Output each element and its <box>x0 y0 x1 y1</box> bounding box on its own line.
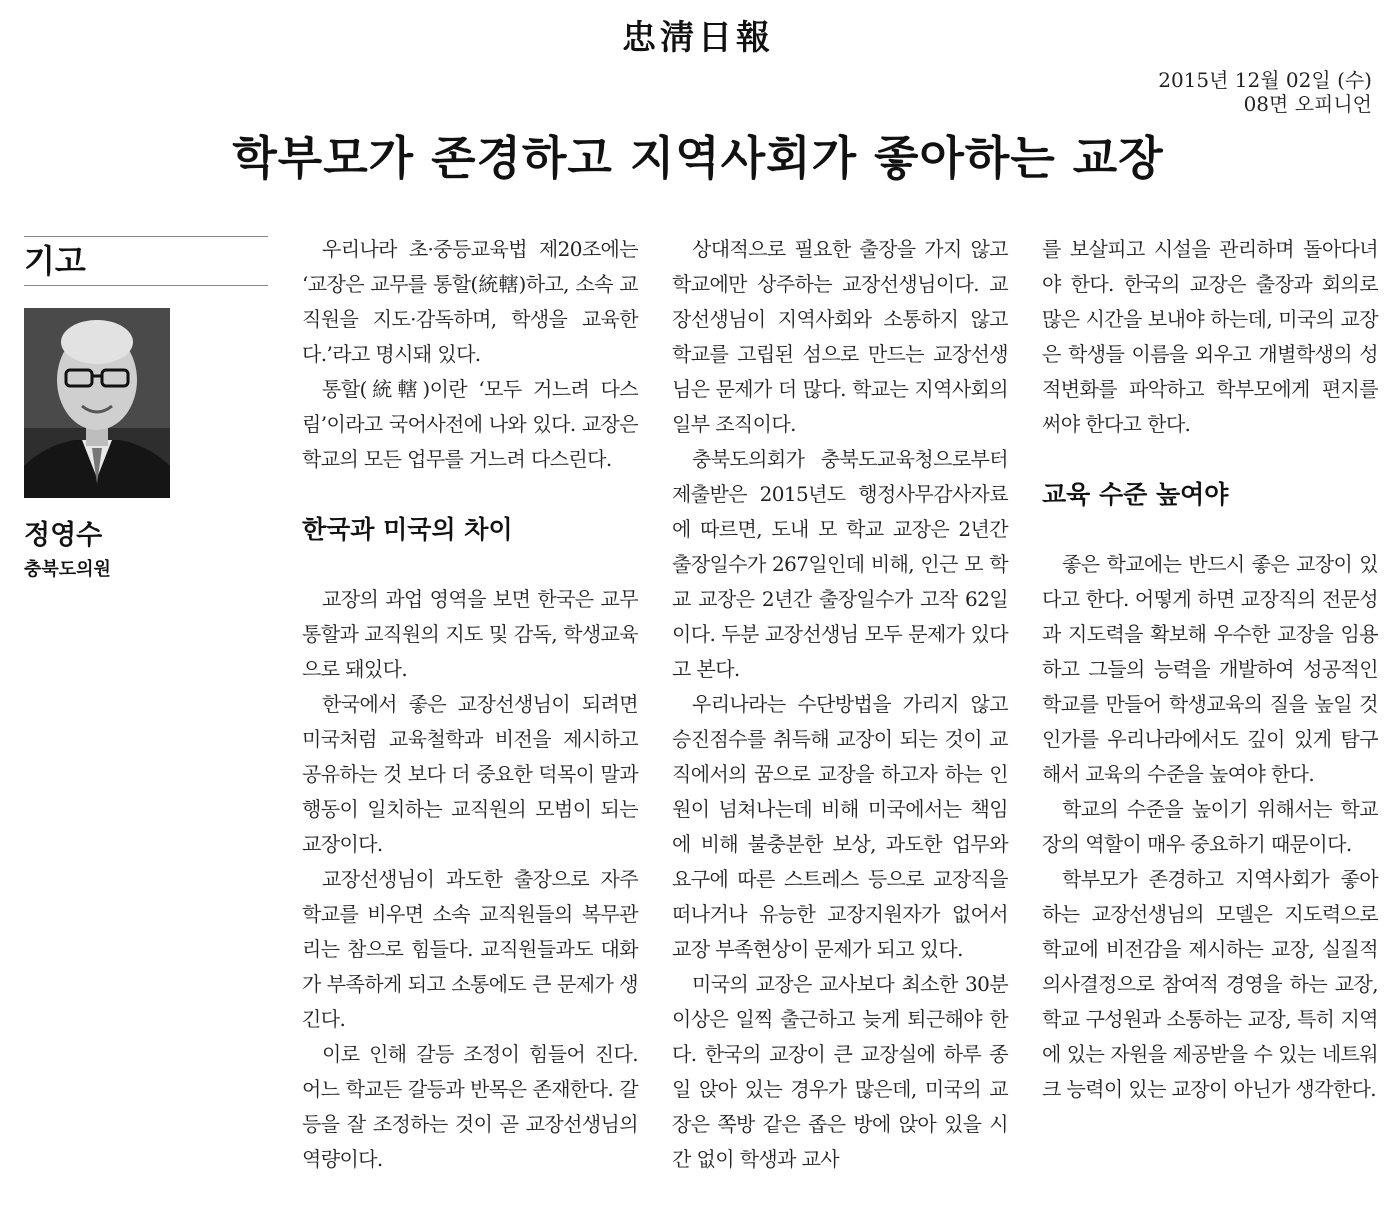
paragraph: 학교의 수준을 높이기 위해서는 학교장의 역할이 매우 중요하기 때문이다. <box>1042 797 1378 856</box>
article-column-1 <box>302 232 638 1177</box>
author-sidebar <box>24 236 268 582</box>
article-headline: 학부모가 존경하고 지역사회가 좋아하는 교장 <box>232 131 1164 185</box>
dateline <box>1158 68 1372 116</box>
sidebar-bottom-rule <box>24 285 268 286</box>
paragraph: 이로 인해 갈등 조정이 힘들어 진다. 어느 학교든 갈등과 반목은 존재한다. 갈등을 잘 조정하는 것이 곧 교장선생님의 역량이다. <box>302 1042 638 1171</box>
section-tag: 기고 <box>24 242 86 280</box>
newspaper-masthead: 忠淸日報 <box>622 18 774 58</box>
article-column-2 <box>672 232 1008 1177</box>
paragraph: 상대적으로 필요한 출장을 가지 않고 학교에만 상주하는 교장선생님이다. 교장선생님이 지역사회와 소통하지 않고 학교를 고립된 섬으로 만드는 교장선생님은 문제가 더 많다. 학교는 지역사회의 일부 조직이다. <box>672 237 1008 436</box>
page-section: 08면 오피니언 <box>1243 92 1372 116</box>
subheading: 교육 수준 높여야 <box>1042 480 1229 509</box>
paragraph: 통할(統轄)이란 ‘모두 거느려 다스림’이라고 국어사전에 나와 있다. 교장은 학교의 모든 업무를 거느려 다스린다. <box>302 377 638 471</box>
article-column-3 <box>1042 232 1378 1107</box>
paragraph: 좋은 학교에는 반드시 좋은 교장이 있다고 한다. 어떻게 하면 교장직의 전문성과 지도력을 확보해 우수한 교장을 임용하고 그들의 능력을 개발하여 성공적인 학교를 만들어 학생교육의 질을 높일 것인가를 우리나라에서도 깊이 있게 탐구해서 교육의 수준을 높여야 한다. <box>1042 552 1378 786</box>
paragraph: 를 보살피고 시설을 관리하며 돌아다녀야 한다. 한국의 교장은 출장과 회의로 많은 시간을 보내야 하는데, 미국의 교장은 학생들 이름을 외우고 개별학생의 성적변화를 파악하고 학부모에게 편지를 써야 한다고 한다. <box>1042 237 1378 436</box>
author-name: 정영수 <box>24 520 103 551</box>
paragraph: 교장의 과업 영역을 보면 한국은 교무통할과 교직원의 지도 및 감독, 학생교육으로 돼있다. <box>302 587 638 681</box>
paragraph: 교장선생님이 과도한 출장으로 자주 학교를 비우면 소속 교직원들의 복무관리는 참으로 힘들다. 교직원들과도 대화가 부족하게 되고 소통에도 큰 문제가 생긴다. <box>302 867 638 1031</box>
paragraph: 미국의 교장은 교사보다 최소한 30분 이상은 일찍 출근하고 늦게 퇴근해야 한다. 한국의 교장이 큰 교장실에 하루 종일 앉아 있는 경우가 많은데, 미국의 교장은 쪽방 같은 좁은 방에 앉아 있을 시간 없이 학생과 교사 <box>672 972 1008 1171</box>
paragraph: 우리나라 초·중등교육법 제20조에는 ‘교장은 교무를 통할(統轄)하고, 소속 교직원을 지도·감독하며, 학생을 교육한다.’라고 명시돼 있다. <box>302 237 638 366</box>
subheading: 한국과 미국의 차이 <box>302 515 513 544</box>
paragraph: 우리나라는 수단방법을 가리지 않고 승진점수를 취득해 교장이 되는 것이 교직에서의 꿈으로 교장을 하고자 하는 인원이 넘쳐나는데 비해 미국에서는 책임에 비해 불충분한 보상, 과도한 업무와 요구에 따른 스트레스 등으로 교장직을 떠나거나 유능한 교장지원자가 없어서 교장 부족현상이 문제가 되고 있다. <box>672 692 1008 961</box>
author-portrait-icon <box>24 308 170 498</box>
paragraph: 충북도의회가 충북도교육청으로부터 제출받은 2015년도 행정사무감사자료에 따르면, 도내 모 학교 교장은 2년간 출장일수가 267일인데 비해, 인근 모 학교 교장은 2년간 출장일수가 고작 62일이다. 두분 교장선생님 모두 문제가 있다고 본다. <box>672 447 1008 681</box>
paragraph: 학부모가 존경하고 지역사회가 좋아하는 교장선생님의 모델은 지도력으로 학교에 비전감을 제시하는 교장, 실질적 의사결정으로 참여적 경영을 하는 교장, 학교 구성원과 소통하는 교장, 특히 지역에 있는 자원을 제공받을 수 있는 네트워크 능력이 있는 교장이 아닌가 생각한다. <box>1042 867 1378 1101</box>
publication-date: 2015년 12월 02일 (수) <box>1158 68 1372 92</box>
author-title: 충북도의원 <box>24 559 111 580</box>
author-photo <box>24 308 170 498</box>
paragraph: 한국에서 좋은 교장선생님이 되려면 미국처럼 교육철학과 비전을 제시하고 공유하는 것 보다 더 중요한 덕목이 말과 행동이 일치하는 교직원의 모범이 되는 교장이다. <box>302 692 638 856</box>
